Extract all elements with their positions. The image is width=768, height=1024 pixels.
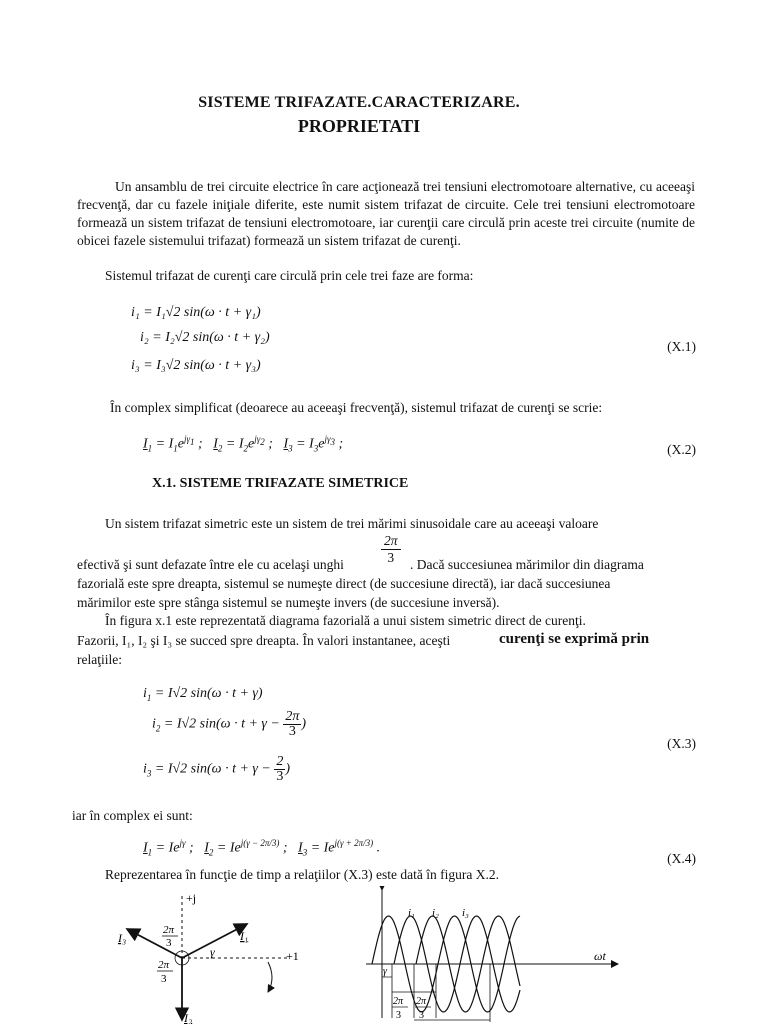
eq-x1-line-1: i₁ = I₁√2 sin(ω · t + γ₁)	[131, 305, 261, 320]
title-line-1: SISTEME TRIFAZATE.CARACTERIZARE.	[198, 94, 520, 111]
eq-x3-line-2: $i_2 = I√2$ sin(ω · t + γ − $\frac{2\pi}{3}$ )	[152, 709, 307, 739]
i1-wave-label: i₁	[408, 907, 415, 919]
eq-x3-number: (X.3)	[667, 736, 696, 751]
sym-line-3: fazorială este spre dreapta, sistemul se numeşte direct (de succesiune directă), iar dacă succesiunea	[77, 576, 611, 591]
sym-line-6a: Fazorii, I₁, I₂ şi I₃ se succed spre dreapta. În valori instantanee, aceşti	[77, 633, 451, 648]
complex-intro-line: În complex simplificat (deoarece au aceeaşi frecvenţă), sistemul trifazat de curenţi se scrie:	[110, 400, 603, 415]
plus-j-label: +j	[186, 891, 197, 905]
sym-line-6b: curenţi se exprimă prin	[499, 631, 650, 647]
gamma-label: γ	[210, 945, 215, 959]
intro-form-line: Sistemul trifazat de curenţi care circulă prin cele trei faze are forma:	[105, 268, 474, 283]
sym-line-5: În figura x.1 este reprezentată diagrama fazorială a unui sistem simetric direct de curenţi.	[105, 613, 586, 628]
eq-x1-number: (X.1)	[667, 339, 696, 354]
eq-x1-line-2: i₂ = I₂√2 sin(ω · t + γ₂)	[140, 330, 270, 345]
angle-label-top-num: 2π	[163, 924, 175, 936]
eq-x2-number: (X.2)	[667, 442, 696, 457]
section-heading: X.1. SISTEME TRIFAZATE SIMETRICE	[152, 476, 409, 491]
time-rep-line: Reprezentarea în funcţie de timp a relaţiilor (X.3) este dată în figura X.2.	[105, 867, 499, 882]
eq-x3-line-3: $i_3 = I√2$ sin(ω · t + γ − $\frac{2}{3}$ )	[143, 754, 291, 784]
angle-label-left-num: 2π	[158, 959, 170, 971]
angle-fraction: 2π 3	[381, 533, 401, 566]
sym-line-2b: . Dacă succesiunea mărimilor din diagrama	[410, 557, 644, 572]
phasor-diagram	[110, 888, 310, 1024]
i1-label: I₁	[240, 929, 249, 943]
sym-line-7: relaţiile:	[77, 652, 122, 667]
angle-label-top-den: 3	[166, 937, 172, 949]
sym-line-4: mărimilor este spre stânga sistemul se numeşte invers (de succesiune inversă).	[77, 595, 500, 610]
plus-1-label: +1	[286, 949, 299, 963]
wt-label: ωt	[594, 949, 606, 963]
angle-label-left-den: 3	[161, 973, 167, 985]
eq-x3-line-1: $i_1 = I√2$ sin(ω · t + γ)	[143, 686, 263, 703]
waveform-diagram	[362, 886, 624, 1024]
shift2-den: 3	[419, 1010, 424, 1021]
i2-wave-label: i₂	[432, 907, 439, 919]
i3-wave-label: i₃	[462, 907, 469, 919]
eq-x4: $I_1 = Ie^{j\gamma}$ ; $I_2 = Ie^{j(\gamma - 2\pi/3)}$ ; $I_3 = Ie^{j(\gamma + 2\pi/3)}$ .	[143, 838, 381, 858]
complex2-line: iar în complex ei sunt:	[72, 808, 193, 823]
shift1-num: 2π	[393, 996, 404, 1007]
eq-x2: $I_1 = I_1e^{j\gamma_1}$ ; $I_2 = I_2e^{j\gamma_2}$ ; $I_3 = I_3e^{j\gamma_3}$ ;	[143, 434, 344, 454]
eq-x4-number: (X.4)	[667, 851, 696, 866]
sym-line-2a: efectivă şi sunt defazate între ele cu acelaşi unghi	[77, 557, 344, 572]
eq-x1-line-3: i₃ = I₃√2 sin(ω · t + γ₃)	[131, 358, 261, 373]
sym-line-1: Un sistem trifazat simetric este un sistem de trei mărimi sinusoidale care au aceeaşi valoare	[105, 516, 599, 531]
i3-label: I₃	[118, 931, 127, 945]
shift2-num: 2π	[416, 996, 427, 1007]
rotation-arrow	[268, 962, 272, 992]
i2-label: I₂	[184, 1011, 193, 1024]
intro-paragraph: Un ansamblu de trei circuite electrice în care acţionează trei tensiuni electromotoare alternative, cu aceeaşi frecvenţă, dar cu fazele iniţiale diferite, este numit sistem trifazat de circuite. Cele trei tensiuni electromotoare formează un sistem trifazat de tensiuni electromotoare, iar curenţii care circulă prin aceste trei circuite (numite de obicei fazele sistemului trifazat) formează un sistem trifazat de curenţi.	[77, 179, 695, 248]
shift1-den: 3	[396, 1010, 401, 1021]
gamma-offset-label: γ	[383, 966, 387, 977]
title-line-2: PROPRIETATI	[297, 116, 421, 136]
